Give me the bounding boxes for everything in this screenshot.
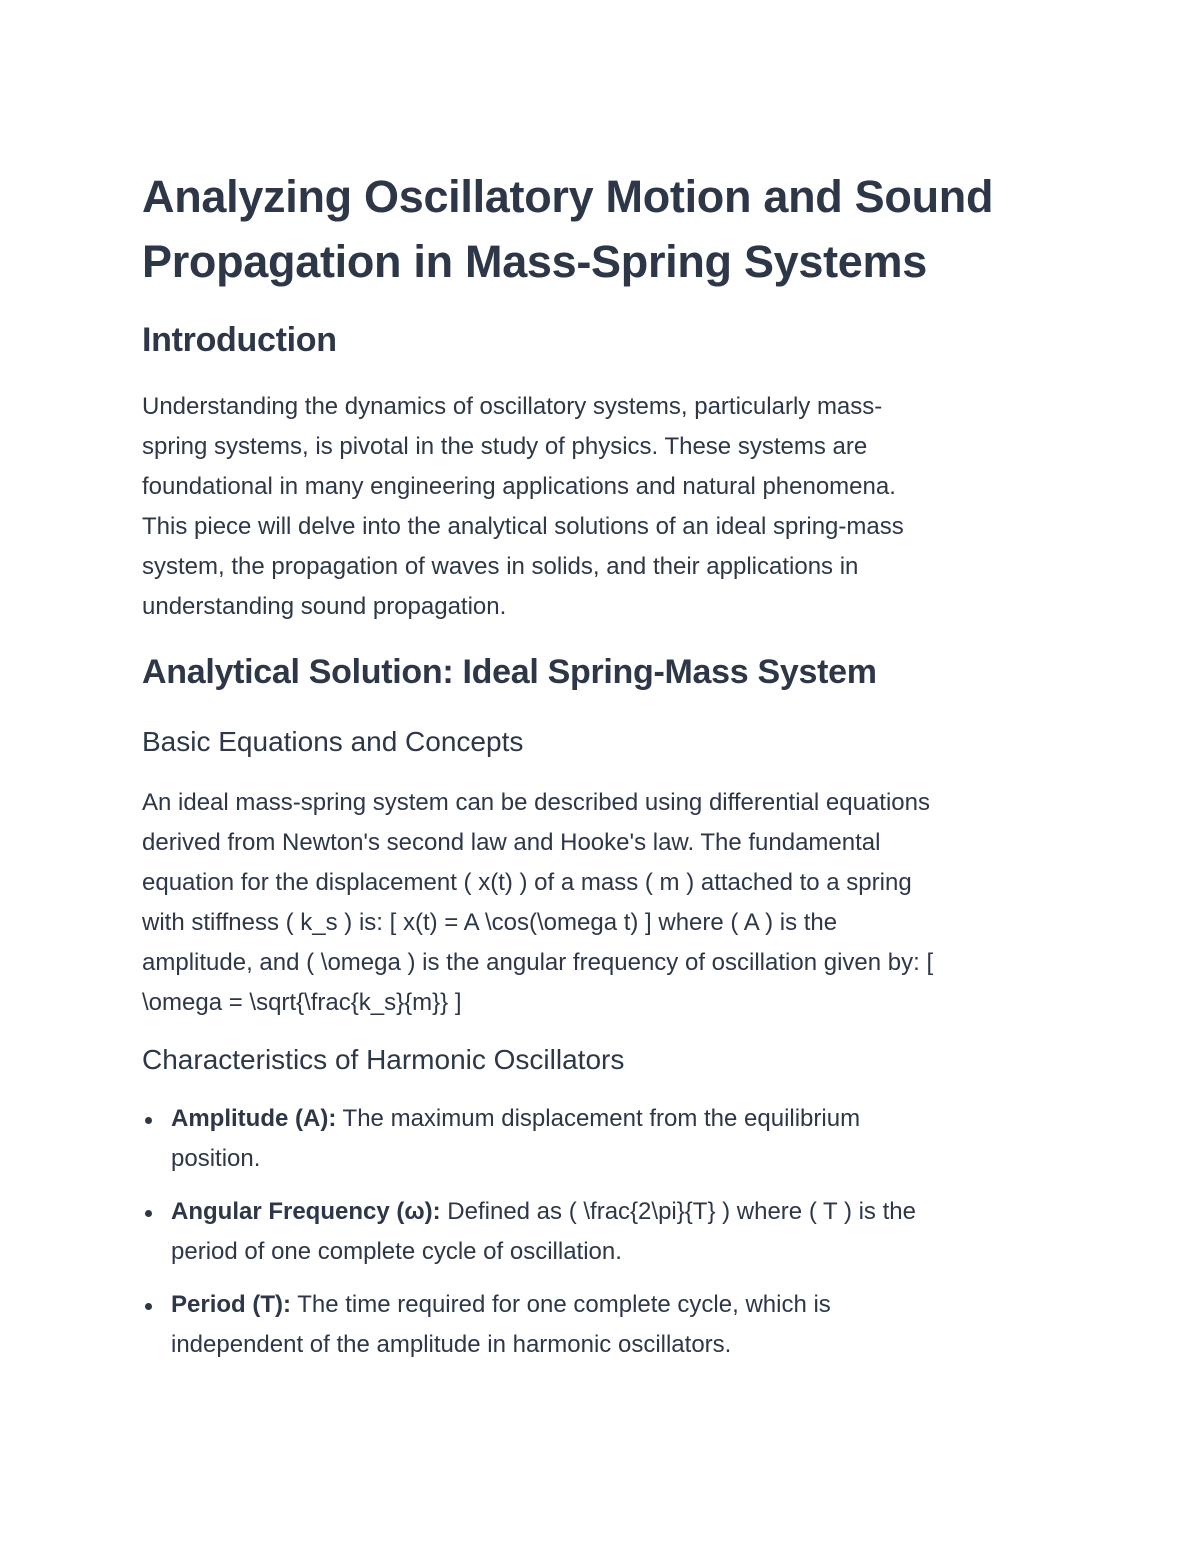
list-item-text: The maximum displacement from the equilibrium — [336, 1105, 861, 1132]
text-line: understanding sound propagation. — [142, 593, 507, 620]
text-line: foundational in many engineering applications and natural phenomena. — [142, 473, 896, 500]
introduction-paragraph — [142, 387, 904, 627]
text-line: spring systems, is pivotal in the study of physics. These systems are — [142, 433, 868, 460]
list-item — [142, 1285, 916, 1365]
text-line: This piece will delve into the analytical solutions of an ideal spring-mass — [142, 513, 904, 540]
text-line: amplitude, and ( \omega ) is the angular frequency of oscillation given by: [ — [142, 949, 934, 976]
list-item-term: Amplitude (A): — [171, 1105, 337, 1132]
characteristics-heading: Characteristics of Harmonic Oscillators — [142, 1044, 625, 1075]
list-item-term: Angular Frequency (ω): — [171, 1198, 441, 1225]
basic-equations-paragraph — [142, 783, 933, 1023]
text-line: derived from Newton's second law and Hooke's law. The fundamental — [142, 829, 881, 856]
list-item-text: position. — [171, 1145, 261, 1172]
list-item — [142, 1099, 916, 1179]
text-line: \omega = \sqrt{\frac{k_s}{m}} ] — [142, 989, 462, 1016]
text-line: equation for the displacement ( x(t) ) of a mass ( m ) attached to a spring — [142, 869, 912, 896]
list-item-term: Period (T): — [171, 1291, 291, 1318]
list-item — [142, 1192, 916, 1272]
characteristics-list — [142, 1099, 916, 1378]
title-line: Analyzing Oscillatory Motion and Sound — [142, 171, 994, 222]
text-line: system, the propagation of waves in solids, and their applications in — [142, 553, 859, 580]
analytical-solution-heading: Analytical Solution: Ideal Spring-Mass System — [142, 653, 877, 691]
introduction-heading: Introduction — [142, 321, 337, 359]
list-item-text: independent of the amplitude in harmonic oscillators. — [171, 1331, 732, 1358]
text-line: An ideal mass-spring system can be described using differential equations — [142, 789, 930, 816]
list-item-text: Defined as ( \frac{2\pi}{T} ) where ( T ) is the — [440, 1198, 916, 1225]
basic-equations-heading: Basic Equations and Concepts — [142, 726, 524, 757]
list-item-text: period of one complete cycle of oscillation. — [171, 1238, 622, 1265]
text-line: with stiffness ( k_s ) is: [ x(t) = A \cos(\omega t) ] where ( A ) is the — [142, 909, 838, 936]
text-line: Understanding the dynamics of oscillatory systems, particularly mass- — [142, 393, 883, 420]
title-line: Propagation in Mass-Spring Systems — [142, 236, 927, 287]
document-title — [142, 164, 993, 294]
list-item-text: The time required for one complete cycle, which is — [291, 1291, 831, 1318]
